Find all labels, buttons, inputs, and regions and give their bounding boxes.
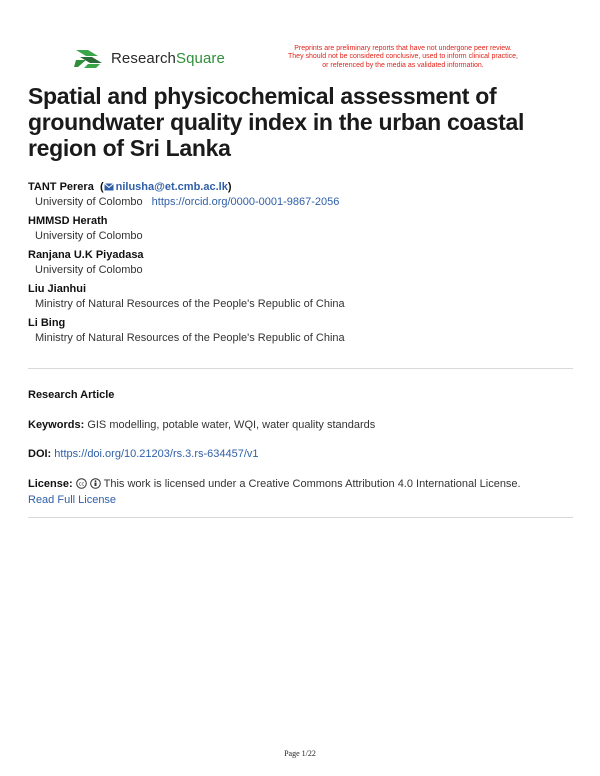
- author-name: Liu Jianhui: [28, 283, 87, 295]
- paper-title: Spatial and physicochemical assessment of groundwater quality index in the urban coastal region of Sri Lanka: [28, 83, 525, 161]
- author-name: Li Bing: [28, 317, 66, 329]
- doi-link[interactable]: https://doi.org/10.21203/rs.3.rs-634457/v1: [54, 448, 259, 460]
- author-affiliation: [28, 195, 573, 211]
- logo-wordmark: [111, 50, 225, 67]
- keywords-text: GIS modelling, potable water, WQI, water quality standards: [87, 419, 376, 431]
- doi-label: DOI:: [28, 448, 52, 460]
- author-name: TANT Perera ( nilusha@et.cmb.ac.lk): [28, 181, 232, 193]
- preprint-notice: [268, 45, 538, 70]
- read-full-license-link[interactable]: Read Full License: [28, 494, 117, 506]
- author-list: [28, 180, 573, 350]
- author-name: HMMSD Herath: [28, 215, 108, 227]
- attribution-icon: [90, 478, 101, 489]
- author-email: nilusha@et.cmb.ac.lk: [115, 181, 228, 193]
- author-name: Ranjana U.K Piyadasa: [28, 249, 144, 261]
- article-type: [28, 387, 573, 403]
- license-label: License:: [28, 478, 73, 490]
- affiliation-text: University of Colombo: [35, 196, 143, 208]
- divider: [28, 368, 573, 369]
- keywords-row: [28, 417, 573, 433]
- envelope-icon: [104, 183, 114, 191]
- author-email-link[interactable]: [104, 181, 228, 193]
- license-row: [28, 476, 573, 508]
- notice-line: They should not be considered conclusive, used to inform clinical practice,: [288, 53, 518, 61]
- notice-line: or referenced by the media as validated information.: [322, 61, 484, 69]
- divider: [28, 517, 573, 518]
- author-name-text: TANT Perera: [28, 181, 94, 193]
- author-affiliation: Ministry of Natural Resources of the People's Republic of China: [35, 332, 345, 344]
- logo-text-research: Research: [111, 49, 176, 67]
- svg-text:cc: cc: [78, 481, 84, 488]
- doi-row: [28, 446, 573, 462]
- keywords-label: Keywords:: [28, 419, 85, 431]
- author-affiliation: University of Colombo: [35, 230, 143, 242]
- author-affiliation: Ministry of Natural Resources of the People's Republic of China: [35, 298, 345, 310]
- license-text: This work is licensed under a Creative Commons Attribution 4.0 International License.: [103, 478, 521, 490]
- orcid-link[interactable]: https://orcid.org/0000-0001-9867-2056: [151, 196, 340, 208]
- article-type-text: Research Article: [28, 389, 115, 401]
- creative-commons-icon: [76, 478, 87, 489]
- page-number: Page 1/22: [284, 749, 316, 758]
- research-square-logo[interactable]: [74, 47, 225, 69]
- notice-line: Preprints are preliminary reports that have not undergone peer review.: [294, 45, 512, 52]
- author-affiliation: University of Colombo: [35, 264, 143, 276]
- logo-text-square: Square: [176, 49, 225, 67]
- research-square-logo-icon: [74, 47, 104, 69]
